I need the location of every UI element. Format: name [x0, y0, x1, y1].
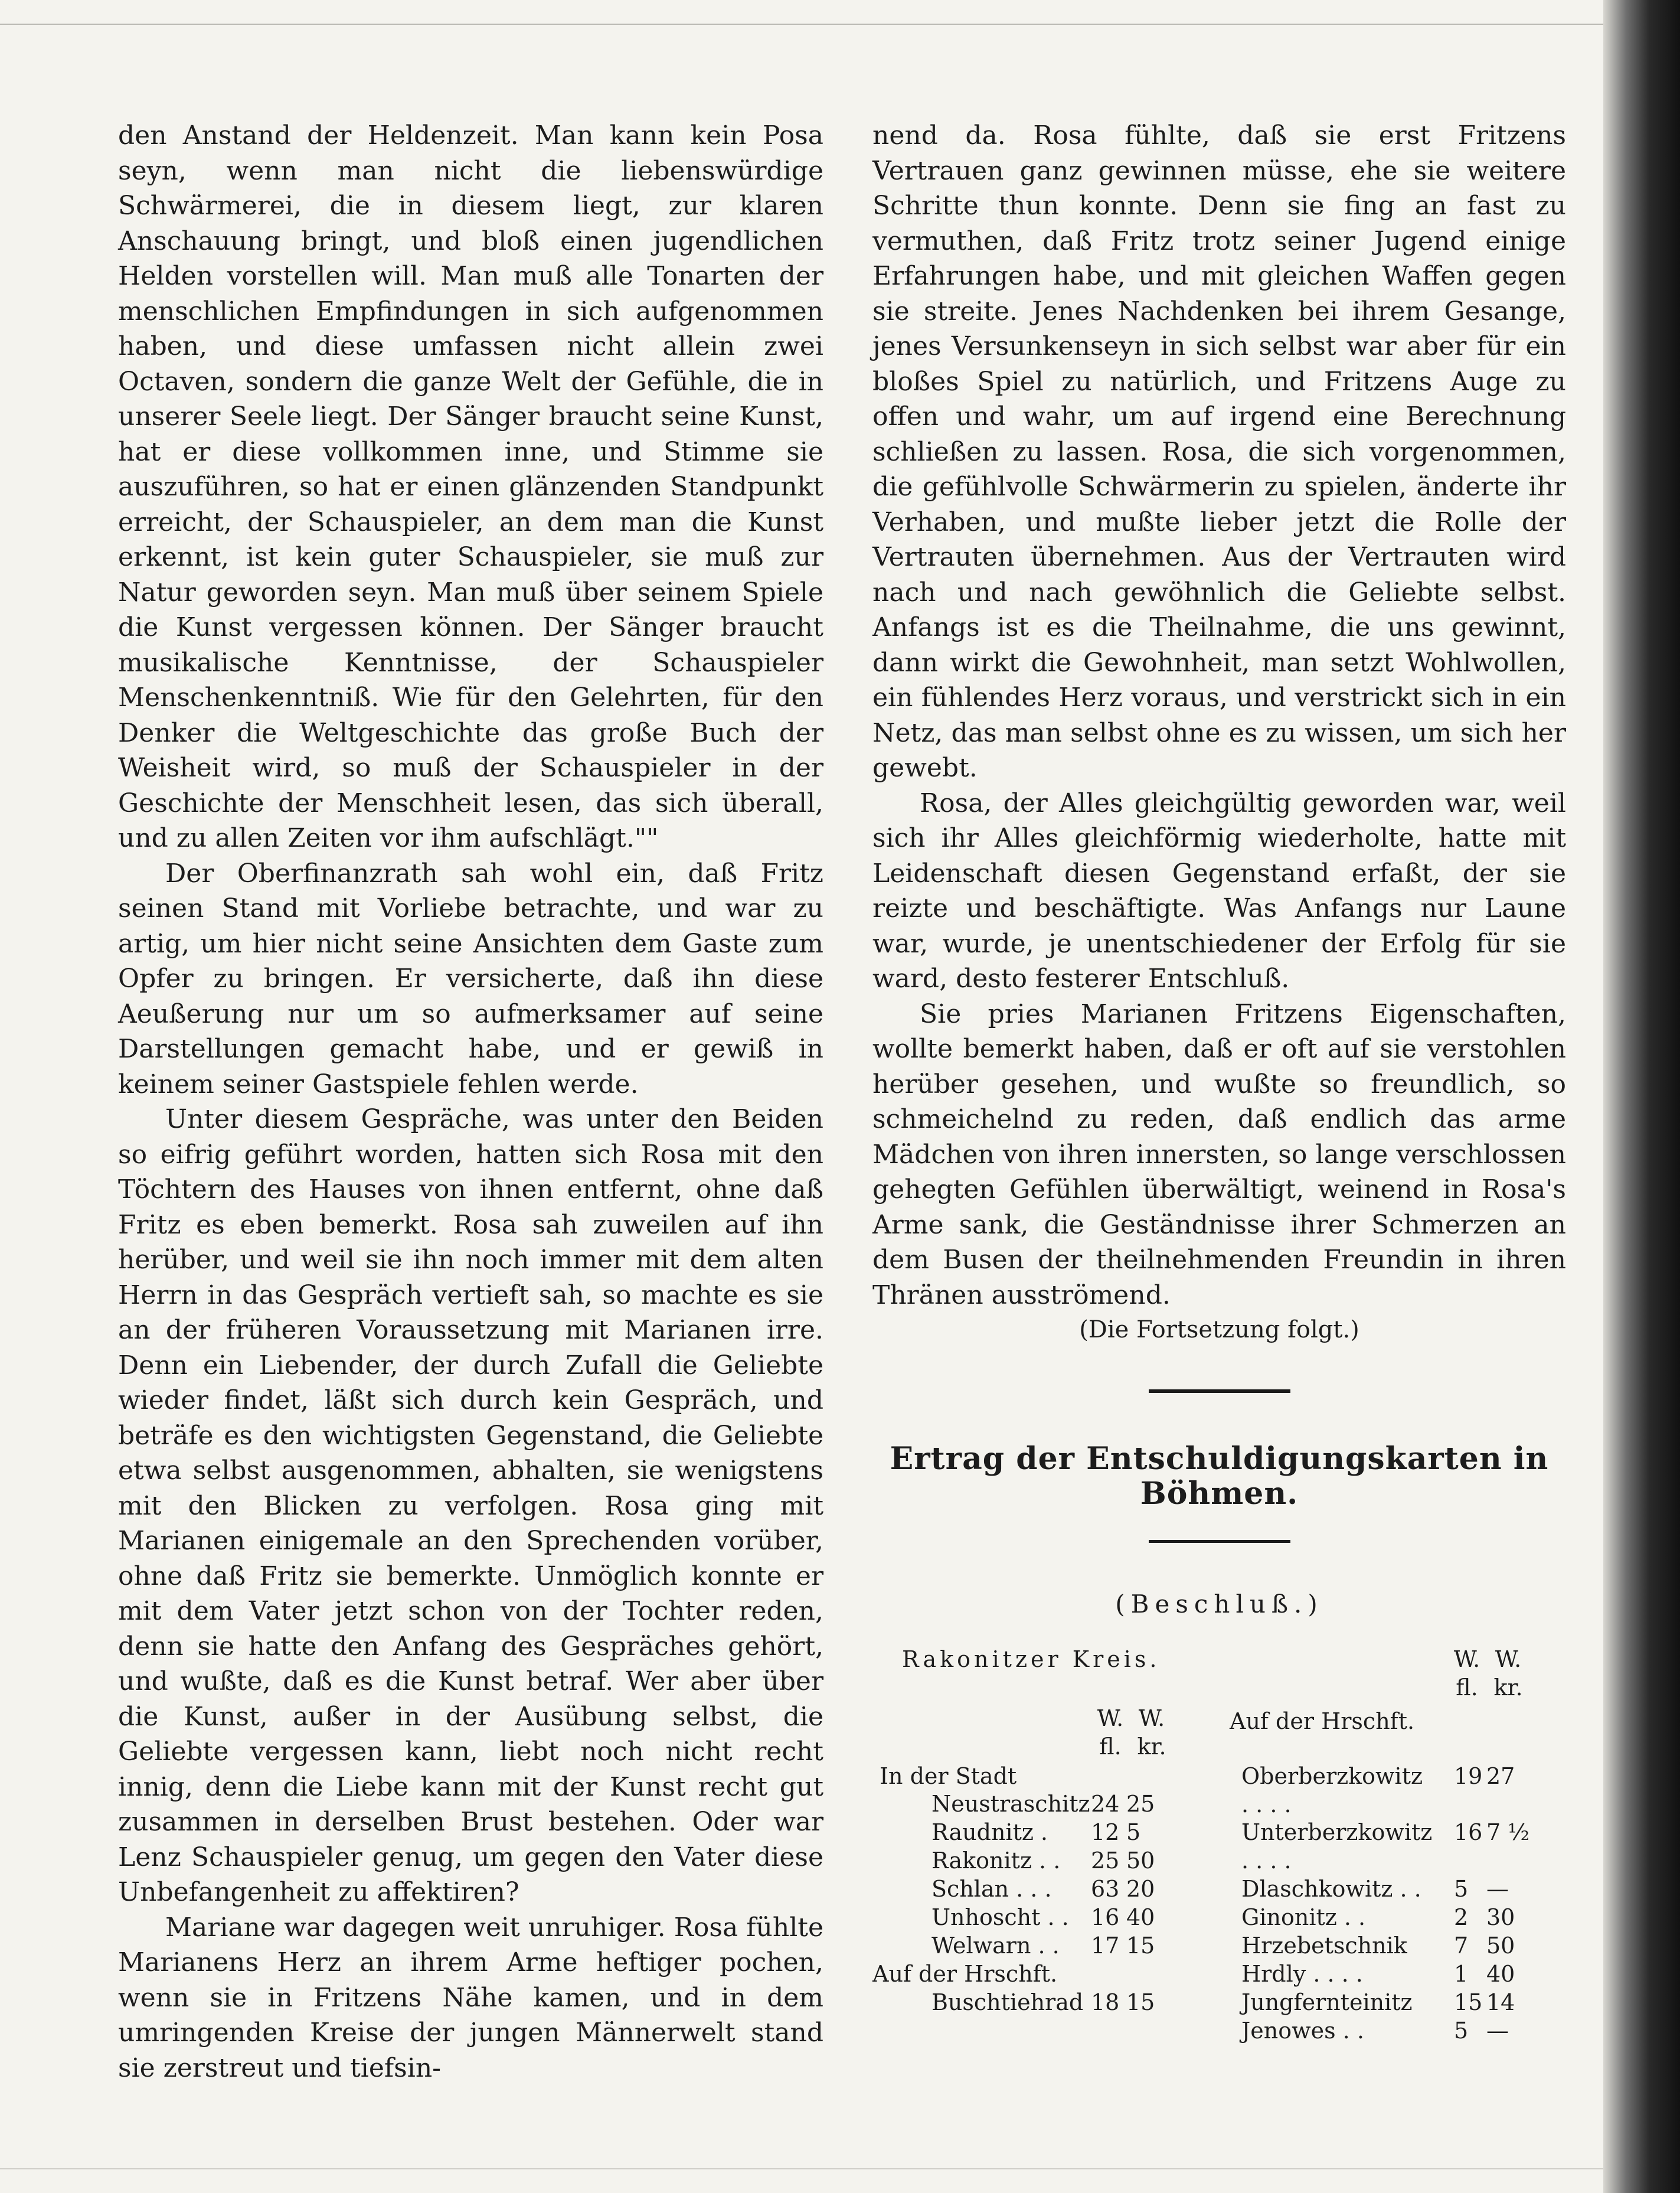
left-entry-kr: 20: [1126, 1876, 1155, 1902]
left-herrschaft-entry-fl: 18: [1091, 1989, 1120, 2015]
right-entry-name: Hrdly . . . .: [1241, 1961, 1363, 1987]
right-entry-kr: 40: [1486, 1961, 1515, 1987]
left-head-kr: W. kr.: [1137, 1705, 1166, 1760]
right-entry-fl: 2: [1454, 1904, 1469, 1930]
right-entry-name: Unterberzkowitz . . . .: [1241, 1819, 1433, 1874]
right-entry-fl: 15: [1454, 1989, 1483, 2015]
right-entry-fl: 5: [1454, 1876, 1469, 1902]
right-paragraph-1: nend da. Rosa fühlte, daß sie erst Fritzens Vertrauen ganz gewinnen müsse, ehe sie weitere Schritte thun konnte. Denn sie fing an fast zu vermuthen, daß Fritz trotz seiner Jugend einige Erfahrungen habe, und mit gleichen Waffen gegen sie streite. Jenes Nachdenken bei ihrem Gesange, jenes Versunkenseyn in sich selbst war aber für ein bloßes Spiel zu natürlich, und Fritzens Auge zu offen und wahr, um auf irgend eine Berechnung schließen zu lassen. Rosa, die sich vorgenommen, die gefühlvolle Schwärmerin zu spielen, änderte ihr Verhaben, und mußte lieber jetzt die Rolle der Vertrauten übernehmen. Aus der Vertrauten wird nach und nach gewöhnlich die Geliebte selbst. Anfangs ist es die Theilnahme, die uns gewinnt, dann wirkt die Gewohnheit, man setzt Wohlwollen, ein fühlendes Herz voraus, und verstrickt sich in ein Netz, das man selbst ohne es zu wissen, um sich her gewebt.: [872, 120, 1566, 783]
city-label: In der Stadt: [880, 1763, 1017, 1789]
left-entry-fl: 16: [1091, 1904, 1120, 1930]
right-entry-fl: 1: [1454, 1961, 1469, 1987]
right-entry-fl: 19: [1454, 1763, 1483, 1789]
left-paragraph-4: Mariane war dagegen weit unruhiger. Rosa fühlte Marianens Herz an ihrem Arme heftiger pochen, wenn sie in Fritzens Nähe kamen, und in dem umringenden Kreise der jungen Männerwelt stand sie zerstreut und tiefsin-: [118, 1912, 823, 2083]
page-top-edge: [0, 24, 1603, 25]
continuation-note: (Die Fortsetzung folgt.): [1079, 1316, 1359, 1343]
left-paragraph-3: Unter diesem Gespräche, was unter den Beiden so eifrig geführt worden, hatten sich Rosa mit den Töchtern des Hauses von ihnen entfernt, ohne daß Fritz es eben bemerkt. Rosa sah zuweilen auf ihn herüber, und weil sie ihn noch immer mit dem alten Herrn in das Gespräch vertieft sah, so machte es sie an der früheren Voraussetzung mit Marianen irre. Denn ein Liebender, der durch Zufall die Geliebte wieder findet, läßt sich durch kein Gespräch, und beträfe es den wichtigsten Gegenstand, die Geliebte etwa selbst ausgenommen, abhalten, sie wenigstens mit den Blicken zu verfolgen. Rosa ging mit Marianen einigemale an den Sprechenden vorüber, ohne daß Fritz sie bemerkte. Unmöglich konnte er mit dem Vater jetzt schon von der Tochter reden, denn sie hatte den Anfang des Gespräches gehört, und wußte, daß es die Kunst betraf. Wer aber über die Kunst, außer in der Ausübung selbst, die Geliebte vergessen kann, liebt noch nicht recht innig, denn die Liebe kann mit der Kunst recht gut zusammen in derselben Brust bestehen. Oder war Lenz Schauspieler genug, um gegen den Vater diese Unbefangenheit zu affektiren?: [118, 1104, 823, 1907]
right-entry-fl: 7: [1454, 1933, 1469, 1959]
title-divider: [1149, 1540, 1290, 1543]
right-entry-name: Jungfernteinitz: [1241, 1989, 1413, 2015]
right-entry-kr: —: [1486, 2018, 1509, 2044]
right-paragraph-2: Rosa, der Alles gleichgültig geworden war, weil sich ihr Alles gleichförmig wiederholte, hatte mit Leidenschaft diesen Gegenstand erfaßt, der sie reizte und beschäftigte. Was Anfangs nur Laune war, wurde, je unentschiedener der Erfolg für sie ward, desto festerer Entschluß.: [872, 788, 1566, 994]
right-entry-kr: 50: [1486, 1933, 1515, 1959]
right-entry-kr: 27: [1486, 1763, 1515, 1789]
left-entry-name: Neustraschitz: [931, 1791, 1090, 1817]
left-entry-kr: 15: [1126, 1933, 1155, 1959]
left-entry-fl: 17: [1091, 1933, 1120, 1959]
currency-head-kr: W. kr.: [1493, 1646, 1523, 1701]
region-name: Rakonitzer Kreis.: [902, 1646, 1161, 1672]
left-entry-fl: 12: [1091, 1819, 1120, 1845]
currency-head-fl: W. fl.: [1453, 1646, 1480, 1701]
left-entry-name: Unhoscht . .: [931, 1904, 1069, 1930]
left-entry-fl: 24: [1091, 1791, 1120, 1817]
left-column: [118, 118, 823, 2086]
right-column: [872, 118, 1566, 2047]
left-paragraph-2: Der Oberfinanzrath sah wohl ein, daß Fritz seinen Stand mit Vorliebe betrachte, und war zu artig, um hier nicht seine Ansichten dem Gaste zum Opfer zu bringen. Er versicherte, daß ihn diese Aeußerung nur um so aufmerksamer auf seine Darstellungen gemacht habe, und er gewiß in keinem seiner Gastspiele fehlen werde.: [118, 858, 823, 1099]
left-entry-fl: 63: [1091, 1876, 1120, 1902]
article-title: Ertrag der Entschuldigungskarten in Böhmen.: [890, 1440, 1549, 1512]
right-entry-name: Jenowes . .: [1241, 2018, 1364, 2044]
left-herrschaft-entry-name: Buschtiehrad: [931, 1989, 1084, 2015]
left-entry-name: Welwarn . .: [931, 1933, 1060, 1959]
left-entry-fl: 25: [1091, 1848, 1120, 1874]
right-entry-fl: 16: [1454, 1819, 1483, 1845]
right-entry-kr: —: [1486, 1876, 1509, 1902]
right-entry-kr: 7 ½: [1486, 1819, 1530, 1845]
conclusion-label: (Beschluß.): [1115, 1589, 1323, 1618]
right-entry-fl: 5: [1454, 2018, 1469, 2044]
right-entry-kr: 14: [1486, 1989, 1515, 2015]
left-entry-name: Raudnitz .: [931, 1819, 1048, 1845]
right-herrschaft-label: Auf der Hrschft.: [1230, 1708, 1415, 1734]
left-entry-kr: 50: [1126, 1848, 1155, 1874]
section-divider: [1149, 1389, 1290, 1393]
right-entry-name: Hrzebetschnik: [1241, 1933, 1407, 1959]
right-entry-kr: 30: [1486, 1904, 1515, 1930]
right-entry-name: Dlaschkowitz . .: [1241, 1876, 1421, 1902]
left-paragraph-1: den Anstand der Heldenzeit. Man kann kein Posa seyn, wenn man nicht die liebenswürdige Schwärmerei, die in diesem liegt, zur klaren Anschauung bringt, und bloß einen jugendlichen Helden vorstellen will. Man muß alle Tonarten der menschlichen Empfindungen in sich aufgenommen haben, und diese umfassen nicht allein zwei Octaven, sondern die ganze Welt der Gefühle, die in unserer Seele liegt. Der Sänger braucht seine Kunst, hat er diese vollkommen inne, und Stimme sie auszuführen, so hat er einen glänzenden Standpunkt erreicht, der Schauspieler, an dem man die Kunst erkennt, ist kein guter Schauspieler, sie muß zur Natur geworden seyn. Man muß über seinem Spiele die Kunst vergessen können. Der Sänger braucht musikalische Kenntnisse, der Schauspieler Menschenkenntniß. Wie für den Gelehrten, für den Denker die Weltgeschichte das große Buch der Weisheit wird, so muß der Schauspieler in der Geschichte der Menschheit lesen, das sich überall, und zu allen Zeiten vor ihm aufschlägt."": [118, 120, 823, 853]
left-head-fl: W. fl.: [1097, 1705, 1124, 1760]
page-binding-shadow: [1603, 0, 1680, 2193]
right-entry-name: Oberberzkowitz . . . .: [1241, 1763, 1423, 1817]
left-entry-kr: 25: [1126, 1791, 1155, 1817]
left-entry-name: Schlan . . .: [931, 1876, 1052, 1902]
page-bottom-edge: [0, 2168, 1603, 2169]
right-entry-name: Ginonitz . .: [1241, 1904, 1366, 1930]
left-herrschaft-entry-kr: 15: [1126, 1989, 1155, 2015]
right-paragraph-3: Sie pries Marianen Fritzens Eigenschaften, wollte bemerkt haben, daß er oft auf sie verstohlen herüber gesehen, und wußte so freundlich, so schmeichelnd zu reden, daß endlich das arme Mädchen von ihren innersten, so lange verschlossen gehegten Gefühlen überwältigt, weinend in Rosa's Arme sank, die Geständnisse ihrer Schmerzen an dem Busen der theilnehmenden Freundin in ihren Thränen ausströmend.: [872, 998, 1566, 1310]
left-entry-kr: 40: [1126, 1904, 1155, 1930]
left-entry-kr: 5: [1126, 1819, 1141, 1845]
statistics-table: [872, 1633, 1566, 2047]
left-entry-name: Rakonitz . .: [931, 1848, 1061, 1874]
left-herrschaft-label: Auf der Hrschft.: [872, 1961, 1058, 1987]
